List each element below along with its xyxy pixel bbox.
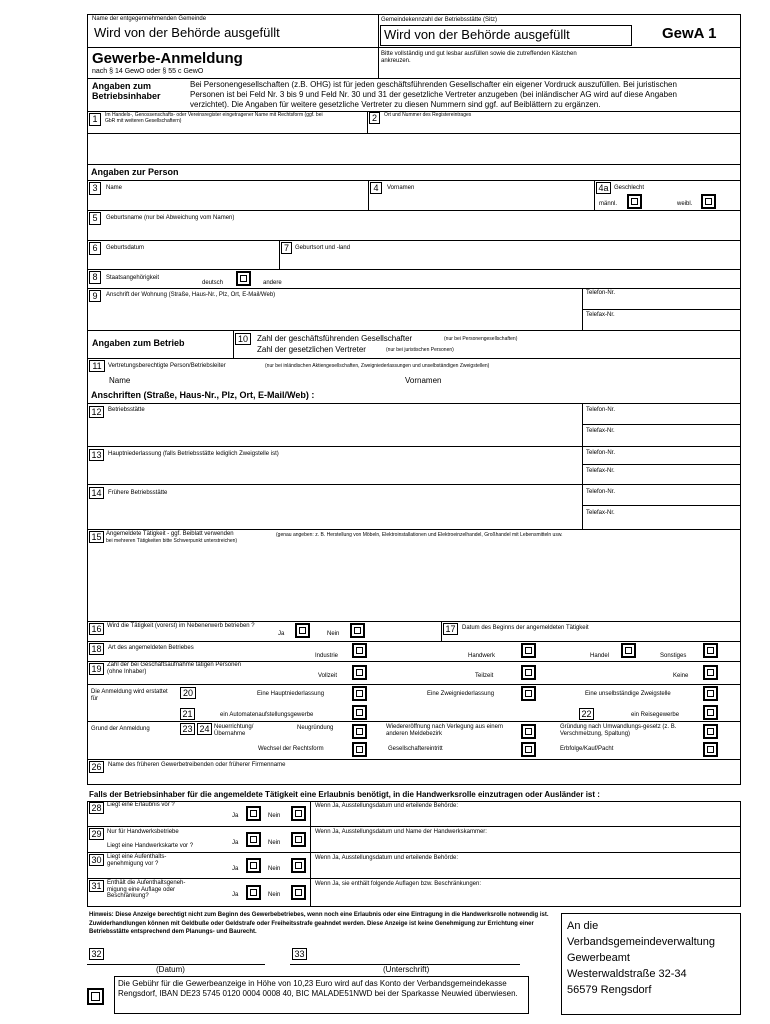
field-number-8: 8 — [89, 271, 101, 284]
field-number-21: 21 — [180, 708, 195, 720]
wiedereroeffnung-label: Wiedereröffnung nach Verlegung aus einem anderen Meldebezirk — [386, 724, 503, 737]
field-4-label: Vornamen — [387, 185, 415, 191]
field-number-11: 11 — [89, 360, 105, 372]
nein-checkbox-31[interactable] — [291, 885, 306, 900]
address-line-2: Verbandsgemeindeverwaltung — [567, 936, 715, 948]
field-number-7: 7 — [281, 242, 292, 254]
ja-label-28: Ja — [232, 813, 239, 819]
ja-label-29: Ja — [232, 840, 239, 846]
industrie-checkbox[interactable] — [352, 643, 367, 658]
field-29-label: Nur für Handwerksbetriebe — [107, 829, 179, 835]
field-28-label: Liegt eine Erlaubnis vor ? — [107, 802, 175, 808]
rule-721 — [87, 721, 741, 722]
erlaubnis-title: Falls der Betriebsinhaber für die angemeldete Tätigkeit eine Erlaubnis benötigt, in die Handwerksrolle einzutragen oder Ausländer ist : — [89, 790, 600, 799]
field-number-12: 12 — [89, 406, 104, 418]
rechtsform-label: Wechsel der Rechtsform — [258, 746, 324, 752]
maennl-checkbox[interactable] — [627, 194, 642, 209]
wiedereroeffnung-checkbox[interactable] — [521, 724, 536, 739]
automaten-label: ein Automatenaufstellungsgewerbe — [220, 712, 314, 718]
rule-330 — [87, 330, 741, 331]
field-number-14: 14 — [89, 487, 104, 499]
field-12-label: Betriebsstätte — [108, 407, 145, 413]
v-594 — [594, 180, 595, 210]
field-31-right: Wenn Ja, sie enthält folgende Auflagen bzw. Beschränkungen: — [315, 881, 482, 887]
maennl-label: männl. — [599, 201, 618, 207]
tel-rule-14 — [582, 505, 741, 506]
field-number-4: 4 — [370, 182, 382, 194]
telefax-label-12: Telefax-Nr. — [586, 428, 615, 434]
erbfolge-label: Erbfolge/Kauf/Pacht — [560, 746, 614, 752]
field-number-18: 18 — [89, 643, 104, 655]
ja-label-16: Ja — [278, 631, 285, 637]
telefax-label-14: Telefax-Nr. — [586, 510, 615, 516]
inhaber-title: Angaben zum Betriebsinhaber — [92, 81, 161, 101]
field-number-2: 2 — [369, 112, 380, 124]
deutsch-label: deutsch — [202, 280, 224, 286]
rule-240 — [87, 240, 741, 241]
field-31-label: Enthält die Aufenthaltsgeneh-migung eine Auflage oder Beschränkung? — [107, 880, 186, 900]
field-number-13: 13 — [89, 449, 104, 461]
ja-label-30: Ja — [232, 866, 239, 872]
field-number-29: 29 — [89, 828, 104, 840]
betrieb-title: Angaben zum Betrieb — [92, 338, 185, 348]
nein-label-16: Nein — [327, 631, 340, 637]
field-number-31: 31 — [89, 880, 104, 892]
nein-label-29: Nein — [268, 840, 281, 846]
telefon-label-9: Telefon-Nr. — [586, 290, 616, 296]
reisegewerbe-checkbox[interactable] — [703, 705, 718, 720]
v-310 — [310, 801, 311, 907]
gesellschafter-checkbox[interactable] — [521, 742, 536, 757]
nein-checkbox-16[interactable] — [350, 623, 365, 638]
hinweis-text: Hinweis: Diese Anzeige berechtigt nicht zum Beginn des Gewerbebetriebes, wenn noch eine Erlaubnis oder eine Eintragung in die Handwerksrolle notwendig ist. Zuwiderhandlungen können mit Geldbuße oder Geldstrafe oder Freiheitsstrafe geahndet werden. Diese Anzeige ist keine Genehmigung zur Errichtung einer Betriebsstätte entsprechend dem Planungs- und Baurecht. — [89, 912, 549, 935]
field-3-label: Name — [106, 185, 123, 191]
anschriften-title: Anschriften (Straße, Haus-Nr., Plz, Ort, E-Mail/Web) : — [91, 390, 315, 400]
field-11-note: (nur bei inländischen Aktiengesellschaften, Zweigniederlassungen und unselbständigen Zweigstellen) — [265, 363, 490, 369]
field-number-28: 28 — [89, 802, 104, 814]
field-number-16: 16 — [89, 623, 104, 635]
field-30-label: Liegt eine Aufenthalts-genehmigung vor ? — [107, 854, 167, 867]
keine-label: Keine — [673, 673, 689, 679]
name-label: Name — [109, 376, 131, 385]
header-rule — [87, 47, 741, 48]
rule-484 — [87, 484, 741, 485]
tel-rule-13 — [582, 464, 741, 465]
header-divider — [378, 14, 379, 78]
field-number-4a: 4a — [596, 182, 611, 194]
umwandlung-checkbox[interactable] — [703, 724, 718, 739]
handwerk-label: Handwerk — [468, 653, 496, 659]
field-number-5: 5 — [89, 212, 101, 225]
telefax-label-9: Telefax-Nr. — [586, 312, 615, 318]
telefax-label-13: Telefax-Nr. — [586, 468, 615, 474]
field-5-label: Geburtsname (nur bei Abweichung vom Namen) — [106, 215, 235, 221]
address-line-1: An die — [567, 920, 599, 932]
v-582-b — [582, 403, 583, 529]
field-number-17: 17 — [443, 623, 458, 635]
form-title: Gewerbe-Anmeldung — [92, 50, 243, 67]
field-1-line — [87, 133, 741, 134]
tel-rule-9 — [582, 309, 741, 310]
rule-180 — [87, 180, 741, 181]
address-line-4: Westerwaldstraße 32-34 — [567, 968, 687, 980]
hauptniederlassung-label: Eine Hauptniederlassung — [257, 691, 325, 697]
nein-checkbox-28[interactable] — [291, 806, 306, 821]
field-number-23: 23 — [180, 723, 195, 735]
fill-instruction: Bitte vollständig und gut lesbar ausfüllen sowie die zutreffenden Kästchen ankreuzen. — [381, 51, 577, 64]
address-line-3: Gewerbeamt — [567, 952, 630, 964]
handel-checkbox[interactable] — [621, 643, 636, 658]
address-line-5: 56579 Rengsdorf — [567, 984, 652, 996]
gesellschafter-label: Gesellschaftereintritt — [388, 746, 443, 752]
field-8-label: Staatsangehörigkeit — [106, 275, 160, 281]
zweigniederlassung-checkbox[interactable] — [521, 686, 536, 701]
field-number-19: 19 — [89, 663, 104, 675]
nein-label-31: Nein — [268, 892, 281, 898]
gemeinde-label: Name der entgegennehmenden Gemeinde — [92, 16, 207, 22]
form-subtitle: nach § 14 GewO oder § 55 c GewO — [92, 68, 204, 75]
field-13-label: Hauptniederlassung (falls Betriebsstätte lediglich Zweigstelle ist) — [108, 451, 279, 457]
field-29-question: Liegt eine Handwerkskarte vor ? — [107, 843, 194, 849]
neuerrichtung-label: Neuerrichtung/ Übernahme — [214, 724, 254, 737]
unterschrift-label: (Unterschrift) — [383, 965, 430, 974]
ja-checkbox-16[interactable] — [295, 623, 310, 638]
nein-label-30: Nein — [268, 866, 281, 872]
rule-529 — [87, 529, 741, 530]
rule-878 — [87, 878, 741, 879]
automaten-checkbox[interactable] — [352, 705, 367, 720]
field-15-sub: bei mehreren Tätigkeiten bitte Schwerpunkt unterstreichen) — [106, 538, 238, 544]
gemeinde-value: Wird von der Behörde ausgefüllt — [94, 25, 280, 40]
field-10b-note: (nur bei juristischen Personen) — [386, 347, 454, 353]
field-number-1: 1 — [89, 113, 101, 126]
deutsch-checkbox[interactable] — [236, 271, 251, 286]
field-14-label: Frühere Betriebsstätte — [108, 490, 168, 496]
tel-rule-12 — [582, 424, 741, 425]
field-29-right: Wenn Ja, Ausstellungsdatum und Name der Handwerkskammer: — [315, 829, 487, 835]
handel-label: Handel — [590, 653, 610, 659]
field-2-divider — [367, 111, 368, 133]
anmeldung-label: Die Anmeldung wird erstattet für — [91, 689, 168, 702]
telefon-label-14: Telefon-Nr. — [586, 489, 616, 495]
field-number-10: 10 — [235, 333, 251, 345]
field-26-label: Name des früheren Gewerbetreibenden oder früherer Firmenname — [108, 762, 286, 768]
v-279 — [279, 240, 280, 269]
erbfolge-checkbox[interactable] — [703, 742, 718, 757]
gebuehr-checkbox[interactable] — [87, 988, 104, 1005]
field-number-33: 33 — [292, 948, 307, 960]
field-15-label: Angemeldete Tätigkeit - ggf. Beiblatt verwenden — [106, 531, 234, 537]
field-2-label: Ort und Nummer des Registereintrages — [384, 112, 472, 118]
vornamen-label: Vornamen — [405, 376, 442, 385]
industrie-label: Industrie — [315, 653, 339, 659]
rule-621 — [87, 621, 741, 622]
form-code: GewA 1 — [662, 25, 717, 42]
field-10a-label: Zahl der geschäftsführenden Gesellschafter — [257, 334, 413, 343]
header-bottom-rule — [87, 78, 741, 79]
telefon-label-12: Telefon-Nr. — [586, 407, 616, 413]
field-number-22: 22 — [579, 708, 594, 720]
field-6-label: Geburtsdatum — [106, 245, 145, 251]
ja-label-31: Ja — [232, 892, 239, 898]
field-18-label: Art des angemeldeten Betriebes — [108, 645, 194, 651]
kennzahl-label: Gemeindekennzahl der Betriebsstätte (Sitz) — [381, 17, 498, 23]
ja-checkbox-31[interactable] — [246, 885, 261, 900]
rule-269 — [87, 269, 741, 270]
sonstiges-label: Sonstiges — [660, 653, 687, 659]
person-title: Angaben zur Person — [91, 167, 179, 177]
rule-852 — [87, 852, 741, 853]
field-28-right: Wenn Ja, Ausstellungsdatum und erteilende Behörde: — [315, 803, 458, 809]
field-19-label: Zahl der bei Geschäftsaufnahme tätigen Personen (ohne Inhaber) — [107, 662, 242, 675]
field-1-label: Im Handels-, Genossenschafts- oder Vereinsregister eingetragener Name mit Rechtsform (ggf. bei GbR mit weiteren Gesellschaftern) — [105, 112, 323, 124]
field-number-32: 32 — [89, 948, 104, 960]
kennzahl-value: Wird von der Behörde ausgefüllt — [384, 27, 570, 42]
field-10b-label: Zahl der gesetzlichen Vertreter — [257, 345, 366, 354]
weibl-checkbox[interactable] — [701, 194, 716, 209]
field-number-20: 20 — [180, 687, 196, 699]
rule-446 — [87, 446, 741, 447]
reisegewerbe-label: ein Reisegewerbe — [631, 712, 680, 718]
gebuehr-text: Die Gebühr für die Gewerbeanzeige in Höhe von 10,23 Euro wird auf das Konto der Verbandsgemeindekasse Rengsdorf, IBAN DE23 5745 0120 0004 0008 40, BIC MALADE51NWD bei der Sparkasse Neuwied überwiesen. — [118, 979, 518, 998]
telefon-label-13: Telefon-Nr. — [586, 450, 616, 456]
v-441 — [441, 621, 442, 641]
field-11-label: Vertretungsberechtigte Person/Betriebsleiter — [108, 363, 226, 369]
teilzeit-label: Teilzeit — [475, 673, 494, 679]
rule-403 — [87, 403, 741, 404]
field-number-26: 26 — [89, 761, 104, 773]
field-10a-note: (nur bei Personengesellschaften) — [444, 336, 518, 342]
field-15-note: (genau angeben: z. B. Herstellung von Möbeln, Elektroinstallationen und Elektroeinzelhandel, Großhandel mit Lebensmitteln usw. — [276, 532, 563, 538]
rechtsform-checkbox[interactable] — [352, 742, 367, 757]
ja-checkbox-29[interactable] — [246, 832, 261, 847]
vollzeit-checkbox[interactable] — [352, 665, 367, 680]
ja-checkbox-30[interactable] — [246, 858, 261, 873]
weibl-label: weibl. — [677, 201, 693, 207]
rule-759 — [87, 759, 741, 760]
v-233 — [233, 330, 234, 358]
rule-826 — [87, 826, 741, 827]
field-16-label: Wird die Tätigkeit (vorerst) im Nebenerwerb betrieben ? — [107, 623, 255, 629]
zweigstelle-checkbox[interactable] — [703, 686, 718, 701]
rule-210 — [87, 210, 741, 211]
field-30-right: Wenn Ja, Ausstellungsdatum und erteilende Behörde: — [315, 855, 458, 861]
field-number-9: 9 — [89, 290, 101, 302]
andere-label: andere — [263, 280, 282, 286]
nein-checkbox-30[interactable] — [291, 858, 306, 873]
neugruendung-label: Neugründung — [297, 725, 334, 731]
zweigstelle-label: Eine unselbständige Zweigstelle — [585, 691, 671, 697]
rule-641 — [87, 641, 741, 642]
ja-checkbox-28[interactable] — [246, 806, 261, 821]
sonstiges-checkbox[interactable] — [703, 643, 718, 658]
datum-label: (Datum) — [156, 965, 185, 974]
field-number-3: 3 — [89, 182, 101, 195]
field-number-30: 30 — [89, 854, 104, 866]
field-4a-label: Geschlecht — [614, 185, 645, 191]
field-number-15: 15 — [89, 531, 104, 543]
rule-684 — [87, 684, 741, 685]
field-17-label: Datum des Beginns der angemeldeten Tätigkeit — [462, 625, 589, 631]
nein-checkbox-29[interactable] — [291, 832, 306, 847]
field-number-6: 6 — [89, 242, 101, 255]
vollzeit-label: Vollzeit — [318, 673, 338, 679]
neugruendung-checkbox[interactable] — [352, 724, 367, 739]
hauptniederlassung-checkbox[interactable] — [352, 686, 367, 701]
field-7-label: Geburtsort und -land — [295, 245, 351, 251]
v-368 — [368, 180, 369, 210]
rule-358 — [87, 358, 741, 359]
teilzeit-checkbox[interactable] — [521, 665, 536, 680]
field-number-24: 24 — [197, 723, 212, 735]
grund-label: Grund der Anmeldung — [91, 726, 150, 732]
umwandlung-label: Gründung nach Umwandlungs-gesetz (z. B. Verschmelzung, Spaltung) — [560, 724, 677, 737]
keine-checkbox[interactable] — [703, 665, 718, 680]
field-9-label: Anschrift der Wohnung (Straße, Haus-Nr., Plz, Ort, E-Mail/Web) — [106, 292, 276, 298]
inhaber-text: Bei Personengesellschaften (z.B. OHG) ist für jeden geschäftsführenden Gesellschafter ein eigener Vordruck auszufüllen. Bei juristischen Personen ist bei Feld Nr. 3 bis 9 und Feld Nr. 30 und 31 der gesetzliche Vertreter anzugeben (bei inländischer AG wird auf diese Angaben verzichtet). Die Angaben für weitere gesetzliche Vertreter zu diesen Nummern sind ggf. auf Beiblättern zu ergänzen. — [190, 80, 677, 109]
rule-288 — [87, 288, 741, 289]
zweigniederlassung-label: Eine Zweigniederlassung — [427, 691, 495, 697]
nein-label-28: Nein — [268, 813, 281, 819]
handwerk-checkbox[interactable] — [521, 643, 536, 658]
